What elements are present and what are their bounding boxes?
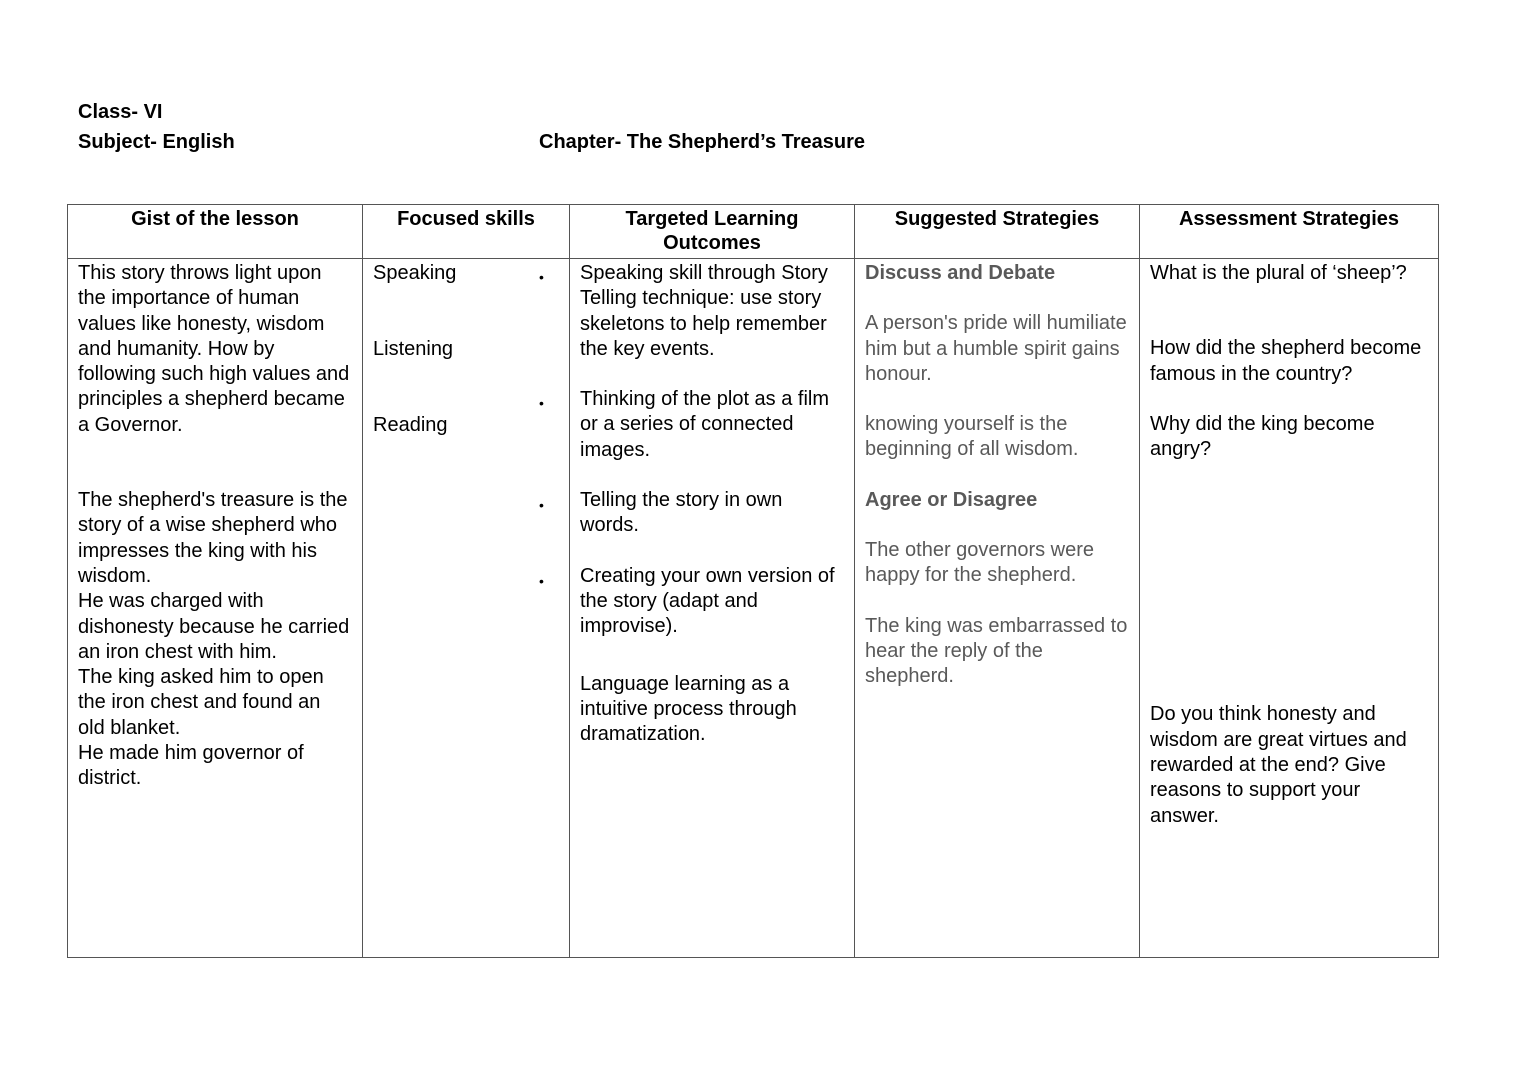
gist-paragraph: The shepherd's treasure is the story of a wise shepherd who impresses the king with his wisdom. (78, 489, 348, 587)
strategy-statement: knowing yourself is the beginning of all wisdom. (865, 413, 1079, 461)
column-header-focused-skills: Focused skills (363, 205, 570, 259)
bullet-icon: • (539, 269, 544, 285)
assessment-question: Why did the king become angry? (1150, 412, 1375, 461)
strategy-heading-agree: Agree or Disagree (865, 488, 1038, 511)
skill-speaking: Speaking (373, 262, 457, 284)
column-header-assessment-strategies: Assessment Strategies (1140, 205, 1439, 259)
lesson-plan-table (67, 204, 1439, 958)
table-body-row (68, 259, 1439, 958)
column-header-learning-outcomes: Targeted Learning Outcomes (570, 205, 855, 259)
strategy-heading-discuss: Discuss and Debate (865, 262, 1056, 284)
skill-listening: Listening (373, 338, 454, 360)
focused-skills-cell (363, 259, 570, 958)
assessment-strategies-cell (1140, 259, 1439, 958)
bullet-icon: • (539, 573, 544, 589)
gist-paragraph: This story throws light upon the importance of human values like honesty, wisdom and humanity. How by following such high values and principles a shepherd became a Governor. (78, 262, 350, 436)
chapter-label: Chapter- The Shepherd’s Treasure (539, 131, 866, 153)
outcome-item: Speaking skill through Story Telling technique: use story skeletons to help remember the key events. (580, 262, 828, 360)
column-header-suggested-strategies: Suggested Strategies (855, 205, 1140, 259)
skill-reading: Reading (373, 414, 448, 436)
learning-outcomes-cell (570, 259, 855, 958)
strategy-statement: A person's pride will humiliate him but a humble spirit gains honour. (865, 312, 1127, 385)
strategy-statement: The other governors were happy for the shepherd. (865, 539, 1095, 587)
outcome-item: Creating your own version of the story (adapt and improvise). (580, 564, 835, 638)
assessment-question: What is the plural of ‘sheep’? (1150, 262, 1407, 284)
suggested-strategies-cell (855, 259, 1140, 958)
outcome-item: Thinking of the plot as a film or a series of connected images. (580, 388, 830, 461)
outcome-item: Telling the story in own words. (580, 489, 783, 537)
bullet-icon: • (539, 395, 544, 411)
assessment-question: Do you think honesty and wisdom are great virtues and rewarded at the end? Give reasons to support your answer. (1150, 703, 1407, 827)
table-header-row (68, 205, 1439, 259)
column-header-gist: Gist of the lesson (68, 205, 363, 259)
assessment-question: How did the shepherd become famous in the country? (1150, 337, 1422, 385)
class-label: Class- VI (78, 101, 163, 123)
gist-paragraph: He was charged with dishonesty because he carried an iron chest with him. (78, 590, 350, 663)
bullet-icon: • (539, 497, 544, 513)
outcome-item: Language learning as a intuitive process through dramatization. (580, 672, 797, 746)
gist-cell (68, 259, 363, 958)
subject-label: Subject- English (78, 131, 235, 153)
gist-paragraph: The king asked him to open the iron chest and found an old blanket. (78, 666, 324, 739)
strategy-statement: The king was embarrassed to hear the reply of the shepherd. (865, 614, 1128, 688)
gist-paragraph: He made him governor of district. (78, 742, 304, 790)
